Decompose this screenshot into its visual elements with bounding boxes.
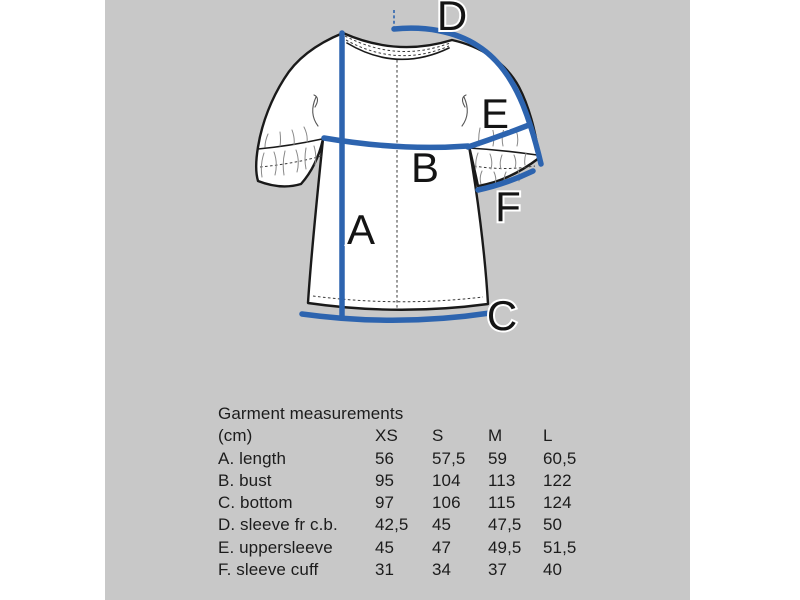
col-header-l: L [543,426,553,446]
col-header-m: M [488,426,503,446]
value-xs: 95 [375,470,395,490]
row-label: C. bottom [218,493,293,513]
value-s: 34 [432,560,452,580]
value-s: 57,5 [432,448,466,468]
measure-label-d: D [436,0,468,39]
value-l: 40 [543,560,563,580]
row-label: E. uppersleeve [218,537,333,557]
garment-silhouette [256,33,539,310]
value-xs: 31 [375,560,395,580]
value-s: 104 [432,470,461,490]
value-m: 49,5 [488,537,522,557]
value-xs: 42,5 [375,515,409,535]
value-m: 115 [488,493,516,513]
table-title: Garment measurements [218,404,404,423]
value-l: 50 [543,515,563,535]
table-row [218,537,603,559]
value-m: 47,5 [488,515,522,535]
value-s: 106 [432,493,461,513]
table-header-row [218,425,603,447]
table-row [218,470,603,492]
measure-label-a: A [346,206,376,253]
col-header-xs: XS [375,426,398,446]
table-row [218,492,603,514]
row-label: F. sleeve cuff [218,560,319,580]
measure-label-c: C [486,292,518,339]
measure-label-e: E [480,90,510,137]
row-label: D. sleeve fr c.b. [218,515,338,535]
value-m: 37 [488,560,508,580]
value-l: 51,5 [543,537,577,557]
col-header-s: S [432,426,444,446]
measure-label-f: F [495,183,521,230]
measure-label-b: B [410,144,440,191]
value-l: 122 [543,470,572,490]
measurement-table [218,403,603,581]
unit-label: (cm) [218,426,253,446]
table-row [218,559,603,581]
table-row [218,448,603,470]
row-label: A. length [218,448,287,468]
value-l: 124 [543,493,572,513]
value-s: 45 [432,515,452,535]
value-xs: 56 [375,448,395,468]
value-s: 47 [432,537,452,557]
measure-line-c [302,313,490,320]
value-xs: 45 [375,537,395,557]
table-row [218,514,603,536]
value-m: 113 [488,470,516,490]
value-xs: 97 [375,493,395,513]
row-label: B. bust [218,470,272,490]
value-m: 59 [488,448,508,468]
value-l: 60,5 [543,448,577,468]
